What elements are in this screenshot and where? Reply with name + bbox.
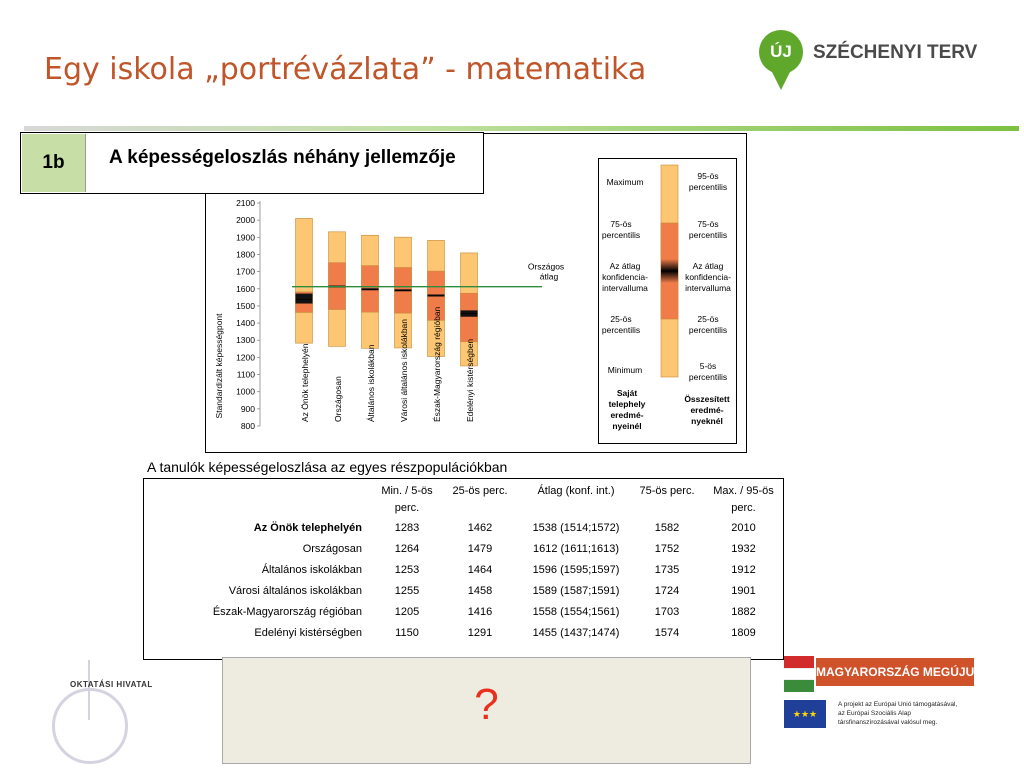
x-tick-label: Észak-Magyarország régióban [432,306,442,422]
legend-right-p25-2: percentilis [688,325,728,335]
cell-max: 1901 [731,584,756,597]
table-header-cell: Min. / 5-ös perc. [381,485,433,514]
legend-left-p75-1: 75-ös [610,219,632,229]
table-row [144,601,783,622]
legend-left-ci-2: konfidencia- [602,272,648,282]
magyarorszag-megujul-logo [784,656,982,692]
cell-mean: 1455 (1437;1474) [532,626,620,639]
cell-p25: 1291 [467,626,493,639]
legend-right-foot-3: nyeknél [691,416,723,426]
eu-note-line-2: az Európai Szociális Alap [838,710,911,717]
table-caption: A tanulók képességeloszlása az egyes részpopulációkban [147,459,508,475]
cell-mean: 1596 (1595;1597) [532,563,620,576]
table-header-row [144,479,783,517]
legend-right-p75-2: percentilis [688,230,728,240]
y-tick-label: 1600 [236,283,255,294]
legend-left-min: Minimum [607,365,643,375]
logo-pin-icon: ÚJ [759,30,803,74]
y-tick-label: 1700 [236,266,255,277]
legend-left-foot-2: telephely [608,399,646,409]
section-header [20,132,484,194]
legend-right-ci-1: Az átlag [692,261,724,271]
legend-right-p5-1: 5-ös [699,361,717,371]
x-tick-label: Városi általános iskolákban [399,318,409,422]
national-average-label-2: átlag [539,271,559,282]
data-table [143,478,784,660]
cell-p75: 1752 [654,542,680,555]
y-tick-label: 1300 [236,335,255,346]
cell-mean: 1589 (1587;1591) [532,584,620,597]
legend-right-ci-3: intervalluma [685,283,731,293]
section-badge-label: 1b [42,152,65,173]
legend-left-foot-1: Saját [616,388,638,398]
table-header-cell: 75-ös perc. [639,485,695,497]
eu-note-line-3: társfinanszírozásával valósul meg. [838,719,938,726]
cell-max: 2010 [731,521,756,534]
oh-logo-text: OKTATÁSI HIVATAL [70,680,153,689]
cell-mean: 1558 (1554;1561) [532,605,620,618]
cell-min: 1264 [394,542,420,555]
szechenyi-terv-logo [757,28,987,98]
cell-p25: 1464 [467,563,493,576]
y-tick-label: 1500 [236,300,255,311]
table-header-cell [144,479,376,517]
y-tick-label: 1400 [236,318,255,329]
cell-min: 1283 [394,521,420,534]
cell-max: 1882 [731,605,756,618]
legend-right-p5-2: percentilis [688,372,728,382]
y-tick-label: 1800 [236,249,255,260]
row-label: Városi általános iskolákban [228,584,362,597]
table-row [144,580,783,601]
x-tick-label: Általános iskolákban [366,344,376,422]
cell-p75: 1574 [654,626,680,639]
table-header-cell: 25-ös perc. [452,485,508,497]
cell-mean: 1538 (1514;1572) [532,521,620,534]
legend-left-p25-2: percentilis [601,325,641,335]
table-row [144,517,783,538]
legend-right-foot-2: eredmé- [690,405,724,415]
cell-p75: 1703 [654,605,680,618]
x-tick-label: Országosan [333,376,343,422]
legend-right-foot-1: Összesített [684,394,730,404]
row-label: Edelényi kistérségben [254,626,362,639]
table-row [144,538,783,559]
cell-min: 1253 [394,563,420,576]
cell-p25: 1479 [467,542,493,555]
logo-text: SZÉCHENYI TERV [813,42,978,63]
y-axis [236,198,260,431]
eu-note-line-1: A projekt az Európai Unió támogatásával, [838,701,958,708]
cell-max: 1912 [731,563,756,576]
section-badge [22,134,86,192]
cell-p75: 1582 [654,521,680,534]
y-tick-label: 1100 [236,369,255,380]
cell-p75: 1735 [654,563,680,576]
legend-left-foot-3: eredmé- [610,410,644,420]
row-label: Általános iskolákban [261,563,362,576]
y-tick-label: 2100 [236,198,255,208]
cell-p25: 1458 [467,584,493,597]
oktatasi-hivatal-logo [52,650,232,760]
y-tick-label: 1200 [236,352,255,363]
legend-right-p95-1: 95-ös [697,171,719,181]
y-tick-label: 1000 [236,386,255,397]
cell-max: 1932 [731,542,756,555]
y-tick-label: 2000 [236,215,255,226]
y-tick-label: 800 [240,421,255,431]
bar-group [296,218,313,343]
hungarian-flag-white-stripe [784,668,814,680]
row-label: Észak-Magyarország régióban [212,605,362,618]
question-mark: ? [474,680,499,729]
legend-left-ci-1: Az átlag [609,261,641,271]
legend-right-p25-1: 25-ös [697,314,719,324]
cell-p25: 1462 [467,521,493,534]
national-average-label-1: Országos [527,261,565,272]
y-axis-title: Standardizált képességpont [214,313,224,419]
legend-right-p95-2: percentilis [688,182,728,192]
legend-left-p75-2: percentilis [601,230,641,240]
x-tick-label: Az Önök telephelyén [300,343,310,422]
bar-group [362,235,379,348]
section-title: A képességeloszlás néhány jellemzője [109,147,456,168]
bar-outer-range [296,218,313,343]
hungarian-flag-icon [784,656,814,668]
legend-svg [599,159,736,443]
table-header-cell: Max. / 95-ös perc. [713,485,774,514]
legend-left-max: Maximum [606,177,644,187]
top-divider [24,126,1019,131]
legend-ci-bar [661,259,678,283]
y-tick-label: 1900 [236,232,255,243]
question-box [222,657,751,764]
table-row [144,622,783,643]
y-tick-label: 900 [240,403,255,414]
chart-legend [598,158,737,444]
legend-right-p75-1: 75-ös [697,219,719,229]
row-label: Az Önök telephelyén [253,521,362,534]
legend-right-ci-2: konfidencia- [685,272,731,282]
x-tick-label: Edelényi kistérségben [465,338,475,422]
cell-min: 1150 [395,626,419,639]
slide-title: Egy iskola „portrévázlata” - matematika [44,52,647,87]
x-axis-labels [300,306,475,422]
cell-min: 1255 [394,584,420,597]
results-table [144,479,783,643]
eu-funding-note [838,700,957,727]
cell-p25: 1416 [467,605,493,618]
oh-circle-icon [52,688,128,764]
bar-ci [296,294,313,304]
eu-flag-icon: ★★★ [784,700,826,728]
megujul-banner: MAGYARORSZÁG MEGÚJUL [816,658,974,686]
legend-left-foot-4: nyeinél [612,421,642,431]
legend-left-p25-1: 25-ös [610,314,632,324]
bar-group [329,232,346,347]
cell-max: 1809 [731,626,756,639]
legend-left-ci-3: intervalluma [602,283,648,293]
cell-min: 1205 [394,605,420,618]
table-header-cell: Átlag (konf. int.) [537,485,615,497]
bars [296,218,478,366]
bar-inner-range [461,293,478,342]
cell-p75: 1724 [654,584,680,597]
hungarian-flag-green-stripe [784,680,814,692]
cell-mean: 1612 (1611;1613) [532,542,620,555]
table-row [144,559,783,580]
row-label: Országosan [302,542,362,555]
oh-bar-icon [88,660,90,720]
